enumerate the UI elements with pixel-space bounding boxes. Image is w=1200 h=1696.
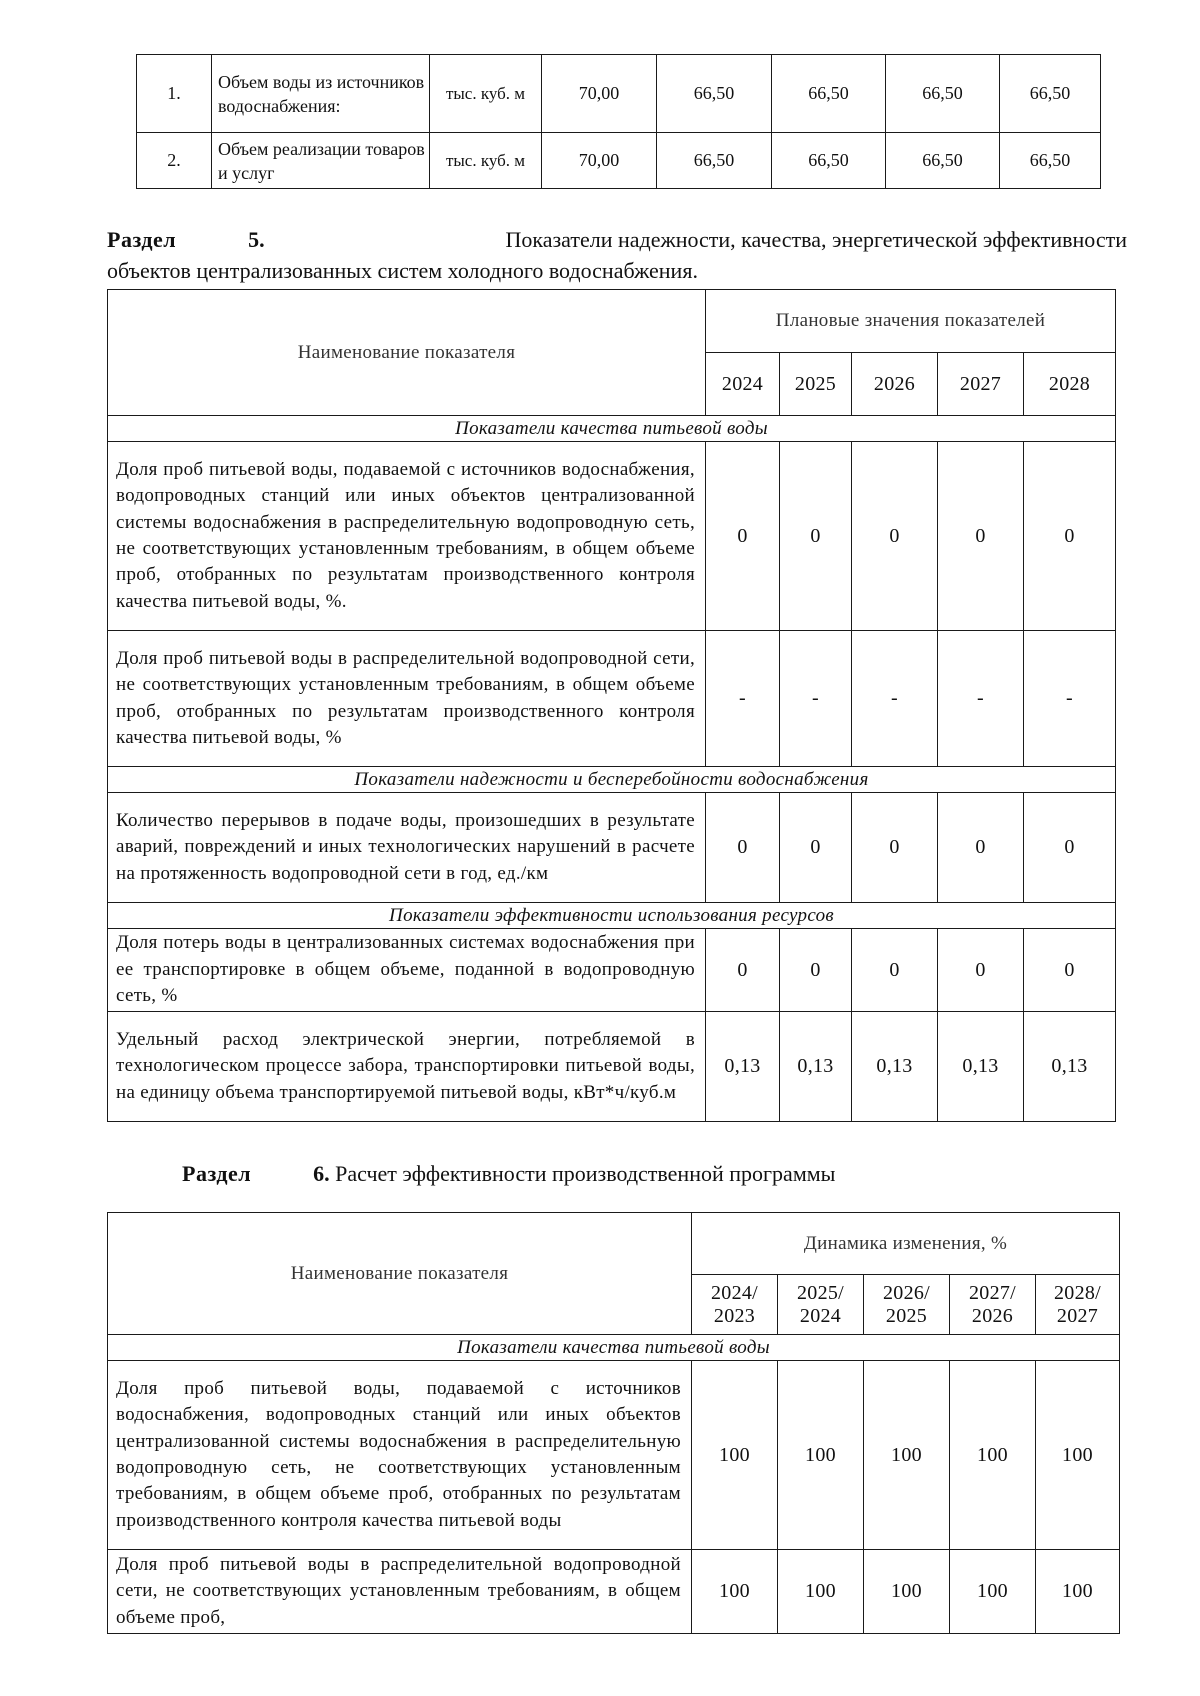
value-cell: 0 [706, 442, 780, 631]
section-5-heading [107, 224, 1127, 286]
value-cell: 66,50 [657, 133, 772, 189]
value-cell: 0,13 [706, 1012, 780, 1122]
value-cell: 100 [950, 1361, 1036, 1550]
indicator-text: Доля проб питьевой воды в распределительной водопроводной сети, не соответствующих установленным требованиям, в общем объеме проб, отобранных по результатам производственного контроля качества питьевой воды, % [108, 631, 706, 767]
value-cell: - [852, 631, 938, 767]
value-cell: 0 [1024, 793, 1116, 903]
indicator-text: Доля проб питьевой воды в распределительной водопроводной сети, не соответствующих установленным требованиям, в общем объеме проб, [108, 1550, 692, 1634]
row-number: 1. [137, 55, 212, 133]
value-cell: 66,50 [1000, 133, 1101, 189]
year-header: 2027 [938, 353, 1024, 416]
group-title: Показатели качества питьевой воды [108, 1335, 1120, 1361]
value-cell: 70,00 [542, 55, 657, 133]
value-cell: - [938, 631, 1024, 767]
section-title: Расчет эффективности производственной программы [335, 1161, 836, 1186]
indicator-text: Доля потерь воды в централизованных системах водоснабжения при ее транспортировке в общем объеме, поданной в водопроводную сеть, % [108, 929, 706, 1012]
value-cell: 0,13 [938, 1012, 1024, 1122]
section-title-line2: объектов централизованных систем холодного водоснабжения. [107, 258, 698, 283]
year-header: 2024 [706, 353, 780, 416]
row-number: 2. [137, 133, 212, 189]
section-number: 5. [248, 227, 265, 252]
value-cell: 100 [778, 1550, 864, 1634]
name-header: Наименование показателя [108, 290, 706, 416]
efficiency-table [107, 1212, 1120, 1634]
group-title: Показатели надежности и бесперебойности водоснабжения [108, 767, 1116, 793]
year-header: 2028 [1024, 353, 1116, 416]
value-cell: 66,50 [886, 133, 1000, 189]
section-6-heading [182, 1158, 835, 1189]
value-cell: 66,50 [772, 55, 886, 133]
volume-table [136, 54, 1101, 189]
table-row [108, 929, 1116, 1012]
indicator-text: Количество перерывов в подаче воды, произошедших в результате аварий, повреждений и иных технологических нарушений в расчете на протяженность водопроводной сети в год, ед./км [108, 793, 706, 903]
value-cell: - [780, 631, 852, 767]
period-header: 2027/ 2026 [950, 1275, 1036, 1335]
value-cell: 70,00 [542, 133, 657, 189]
value-cell: 0,13 [1024, 1012, 1116, 1122]
row-unit: тыс. куб. м [430, 55, 542, 133]
value-cell: 0 [852, 793, 938, 903]
value-cell: 0 [706, 793, 780, 903]
table-row [108, 793, 1116, 903]
value-cell: 0 [1024, 929, 1116, 1012]
value-cell: 66,50 [1000, 55, 1101, 133]
table-row [137, 55, 1101, 133]
indicator-text: Доля проб питьевой воды, подаваемой с источников водоснабжения, водопроводных станций или иных объектов централизованной системы водоснабжения в распределительную водопроводную сеть, не соответствующих установленным требованиям, в общем объеме проб, отобранных по результатам производственного контроля качества питьевой воды [108, 1361, 692, 1550]
value-cell: 100 [692, 1361, 778, 1550]
value-cell: 0 [780, 793, 852, 903]
period-header: 2028/ 2027 [1036, 1275, 1120, 1335]
value-cell: 100 [864, 1550, 950, 1634]
value-cell: 0,13 [852, 1012, 938, 1122]
section-word: Раздел [107, 227, 177, 252]
row-name: Объем воды из источников водоснабжения: [212, 55, 430, 133]
value-cell: 0 [938, 793, 1024, 903]
year-header: 2025 [780, 353, 852, 416]
table-row [108, 1550, 1120, 1634]
indicator-text: Доля проб питьевой воды, подаваемой с источников водоснабжения, водопроводных станций или иных объектов централизованной системы водоснабжения в распределительную водопроводную сеть, не соответствующих установленным требованиям, в общем объеме проб, отобранных по результатам производственного контроля качества питьевой воды, %. [108, 442, 706, 631]
group-title: Показатели качества питьевой воды [108, 416, 1116, 442]
period-header: 2026/ 2025 [864, 1275, 950, 1335]
value-cell: 100 [950, 1550, 1036, 1634]
year-header: 2026 [852, 353, 938, 416]
value-cell: 100 [1036, 1361, 1120, 1550]
value-cell: 0 [938, 442, 1024, 631]
period-header: 2024/ 2023 [692, 1275, 778, 1335]
value-cell: 0 [780, 442, 852, 631]
value-cell: - [706, 631, 780, 767]
row-unit: тыс. куб. м [430, 133, 542, 189]
value-cell: - [1024, 631, 1116, 767]
value-cell: 100 [778, 1361, 864, 1550]
group-title: Показатели эффективности использования ресурсов [108, 903, 1116, 929]
value-cell: 0 [938, 929, 1024, 1012]
group-header: Плановые значения показателей [706, 290, 1116, 353]
indicator-text: Удельный расход электрической энергии, потребляемой в технологическом процессе забора, транспортировки питьевой воды, на единицу объема транспортируемой питьевой воды, кВт*ч/куб.м [108, 1012, 706, 1122]
value-cell: 0,13 [780, 1012, 852, 1122]
table-row [108, 1361, 1120, 1550]
table-row [108, 442, 1116, 631]
period-header: 2025/ 2024 [778, 1275, 864, 1335]
value-cell: 0 [852, 929, 938, 1012]
section-title-line1: Показатели надежности, качества, энергетической эффективности [505, 227, 1127, 252]
value-cell: 100 [692, 1550, 778, 1634]
table-row [108, 631, 1116, 767]
value-cell: 100 [1036, 1550, 1120, 1634]
section-number: 6. [313, 1161, 330, 1186]
table-row [108, 1012, 1116, 1122]
row-name: Объем реализации товаров и услуг [212, 133, 430, 189]
value-cell: 66,50 [772, 133, 886, 189]
group-header: Динамика изменения, % [692, 1213, 1120, 1275]
value-cell: 0 [706, 929, 780, 1012]
value-cell: 100 [864, 1361, 950, 1550]
section-word: Раздел [182, 1161, 252, 1186]
indicators-table [107, 289, 1116, 1122]
value-cell: 0 [852, 442, 938, 631]
value-cell: 0 [780, 929, 852, 1012]
value-cell: 66,50 [657, 55, 772, 133]
name-header: Наименование показателя [108, 1213, 692, 1335]
table-row [137, 133, 1101, 189]
value-cell: 66,50 [886, 55, 1000, 133]
value-cell: 0 [1024, 442, 1116, 631]
